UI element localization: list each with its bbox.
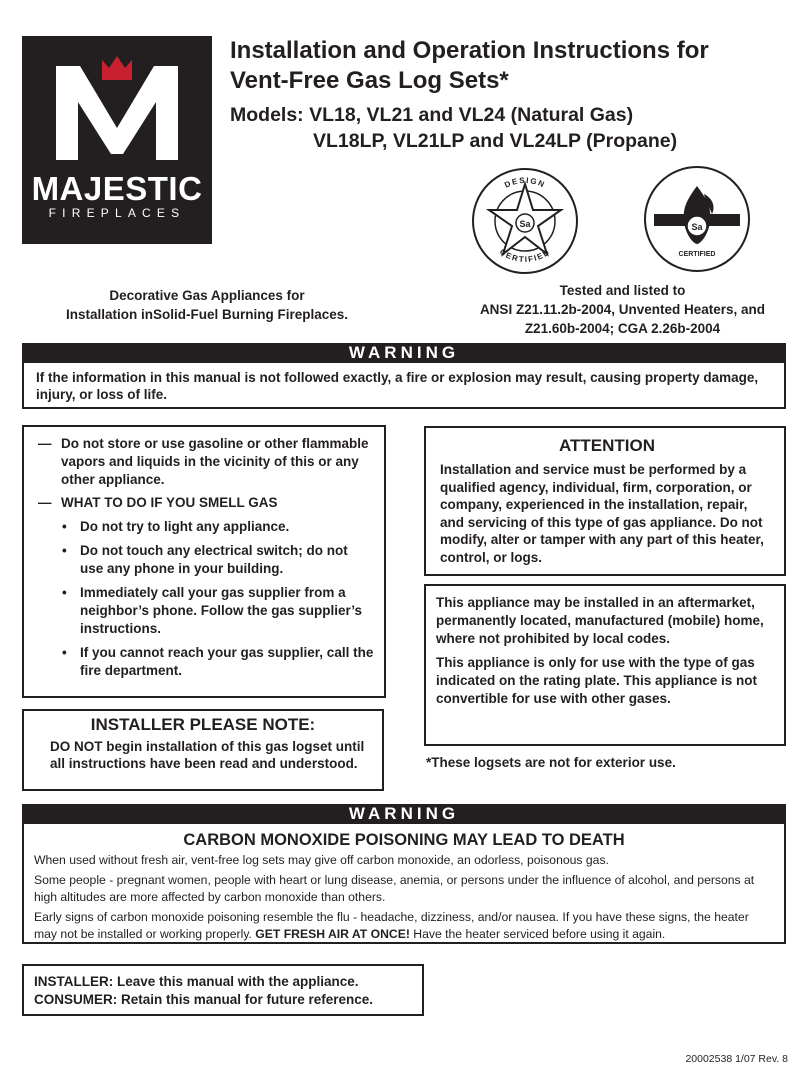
warning-banner: WARNING [22,343,786,363]
co-paragraph-2: Some people - pregnant women, people with heart or lung disease, anemia, or persons under the influence of alcohol, and persons at high altitudes are more affected by carbon monoxide than others. [34,873,755,904]
carbon-monoxide-warning [22,824,786,944]
bullet-mark: • [62,585,67,600]
bullet-text: Immediately call your gas supplier from a neighbor’s phone. Follow the gas supplier’s instructions. [80,585,363,636]
installer-note-text: DO NOT begin installation of this gas logset until all instructions have been read and understood. [50,739,365,771]
flame-certified-icon [642,164,752,274]
design-certified-star-icon [470,166,580,276]
page-title [230,36,709,96]
mobile-home-box [424,584,786,746]
retain-manual-box [22,964,424,1016]
svg-text:Sa: Sa [691,222,703,232]
svg-text:CERTIFIED: CERTIFIED [678,251,716,258]
attention-heading: ATTENTION [558,436,655,455]
bullet-text: Do not touch any electrical switch; do not use any phone in your building. [80,543,348,576]
attention-text: Installation and service must be performed by a qualified agency, individual, firm, corporation, or company, experienced in the installation, repair, and servicing of this type of gas appliance. Do not modify, alter or tamper with any part of this heater, control, or logs. [440,462,764,565]
brand-sub: FIREPLACES [48,206,186,220]
installer-leave-text: INSTALLER: Leave this manual with the appliance. [34,974,359,989]
list-item [34,494,374,512]
consumer-retain-text: CONSUMER: Retain this manual for future reference. [34,992,374,1007]
installer-note-box [22,709,384,791]
svg-text:Sa: Sa [519,219,531,229]
bullet-mark: • [62,543,67,558]
bullet-text: Do not try to light any appliance. [80,519,290,534]
bullet-text: If you cannot reach your gas supplier, call the fire department. [80,645,374,678]
crown-icon [102,56,132,80]
tested-line-1: Tested and listed to [559,283,686,298]
gas-type-text: This appliance is only for use with the type of gas indicated on the rating plate. This appliance is not convertible for use with other gases. [436,655,758,706]
title-line-1: Installation and Operation Instructions for [230,37,709,64]
co-paragraph-3 [34,909,774,943]
dash-mark: — [38,436,52,451]
smell-gas-heading: WHAT TO DO IF YOU SMELL GAS [61,495,278,510]
models-natural-gas: Models: VL18, VL21 and VL24 (Natural Gas) [230,104,634,126]
dash-mark: — [38,495,52,510]
tested-line-2: ANSI Z21.11.2b-2004, Unvented Heaters, and [479,302,766,317]
fresh-air-emphasis: GET FRESH AIR AT ONCE! [255,927,410,941]
list-item [34,542,374,578]
bullet-mark: • [62,645,67,660]
bullet-mark: • [62,519,67,534]
mobile-home-text: This appliance may be installed in an aftermarket, permanently located, manufactured (mobile) home, where not prohibited by local codes. [436,595,764,646]
title-line-2: Vent-Free Gas Log Sets* [230,67,509,94]
majestic-logo [22,36,212,244]
exterior-use-note: *These logsets are not for exterior use. [426,755,676,770]
warning-fire-explosion-text: If the information in this manual is not followed exactly, a fire or explosion may result, causing property damage, injury, or loss of life. [22,363,786,409]
warning-banner: WARNING [22,804,786,824]
design-certified-badge [470,166,580,276]
tested-line-3: Z21.60b-2004; CGA 2.26b-2004 [524,321,721,336]
list-item [34,644,374,680]
co-paragraph-3-end: Have the heater serviced before using it again. [409,927,666,941]
gas-safety-box [22,425,386,698]
attention-box [424,426,786,576]
csa-certified-badge [642,164,752,274]
installer-note-heading: INSTALLER PLEASE NOTE: [90,715,316,734]
co-paragraph-1: When used without fresh air, vent-free log sets may give off carbon monoxide, an odorless, poisonous gas. [34,853,609,867]
list-item [34,435,374,489]
list-item [34,518,374,536]
gasoline-warning: Do not store or use gasoline or other flammable vapors and liquids in the vicinity of this or any other appliance. [61,436,369,487]
brand-name: MAJESTIC [31,170,203,207]
document-number: 20002538 1/07 Rev. 8 [685,1053,788,1065]
co-paragraph-3-start: Early signs of carbon monoxide poisoning resemble the flu - headache, dizziness, and/or nausea. If you have these signs, the heater may not be installed or working properly. [34,910,749,941]
decorative-line-1: Decorative Gas Appliances for [109,288,305,303]
svg-text:CERTIFIED: CERTIFIED [497,247,553,265]
list-item [34,584,374,638]
carbon-monoxide-heading: CARBON MONOXIDE POISONING MAY LEAD TO DEATH [183,831,625,849]
decorative-line-2: Installation inSolid-Fuel Burning Fireplaces. [65,307,349,322]
decorative-appliance-note [32,286,382,324]
tested-listed-note [435,281,808,338]
svg-text:DESIGN: DESIGN [503,175,547,190]
models-propane: VL18LP, VL21LP and VL24LP (Propane) [313,130,678,152]
